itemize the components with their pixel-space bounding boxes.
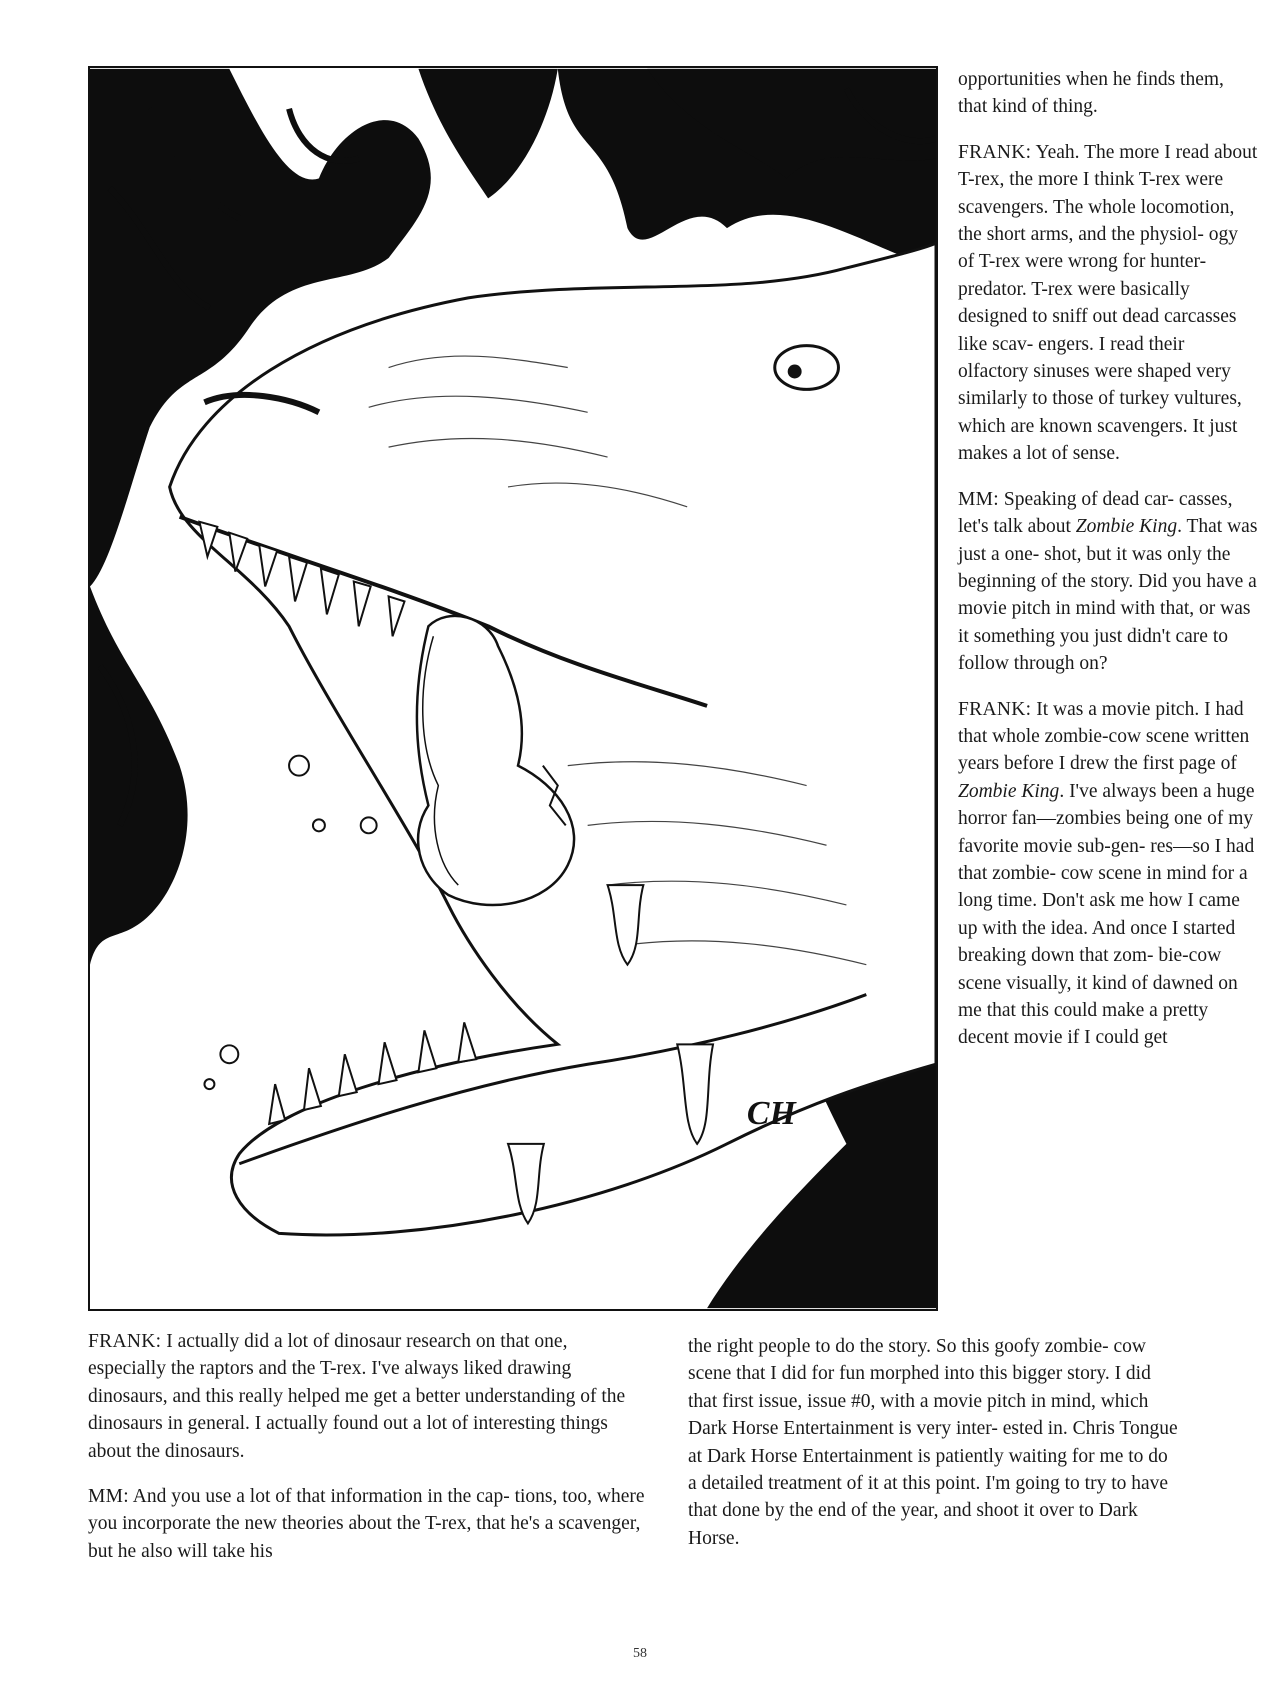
paragraph: the right people to do the story. So this goofy zombie- cow scene that I did for fun morphed into this bigger story. I did that first issue, issue #0, with a movie pitch in mind, which Dark Horse Entertainment is very inter- ested in. Chris Tongue at Dark Horse Entertainment is patiently waiting for me to do a detailed treatment of it at this point. I'm going to try to have that done by the end of the year, and shoot it over to Dark Horse. — [688, 1336, 1178, 1549]
right-bottom-column — [688, 1333, 1180, 1570]
speaker-label: FRANK: — [88, 1331, 162, 1352]
paragraph: FRANK: I actually did a lot of dinosaur research on that one, especially the raptors and the T-rex. I've always liked drawing dinosaurs, and this really helped me get a better understanding of the dinosaurs in general. I actually found out a lot of interesting things about the dinosaurs. — [88, 1331, 626, 1462]
speaker-label: FRANK: — [958, 141, 1032, 163]
speaker-label: MM: — [958, 488, 999, 510]
speaker-label: FRANK: — [958, 698, 1032, 720]
page-number: 58 — [633, 1646, 647, 1661]
book-title: Zombie King — [958, 780, 1060, 802]
t-rex-and-woman-icon — [90, 68, 936, 1309]
artist-signature: CH — [746, 1094, 796, 1132]
paragraph: opportunities when he finds them, that kind of thing. — [958, 69, 1224, 118]
speaker-label: MM: — [88, 1486, 129, 1508]
paragraph: MM: And you use a lot of that information in the cap- tions, too, where you incorporate the new theories about the T-rex, that he's a scavenger, but he also will take his — [88, 1486, 645, 1562]
dinosaur-illustration — [88, 66, 938, 1311]
right-column — [958, 66, 1258, 1070]
paragraph: FRANK: It was a movie pitch. I had that whole zombie-cow scene written years before I drew the first page of Zombie King. I've always been a huge horror fan—zombies being one of my favorite movie sub-gen- res—so I had that zombie- cow scene in mind for a long time. Don't ask me how I came up with the idea. And once I started breaking down that zom- bie-cow scene visually, it kind of dawned on me that this could make a pretty decent movie if I could get — [958, 698, 1255, 1049]
paragraph: FRANK: Yeah. The more I read about T-rex, the more I think T-rex were scavengers. The whole locomotion, the short arms, and the physiol- ogy of T-rex were wrong for hunter-predator. T-rex were basically designed to sniff out dead carcasses like scav- engers. I read their olfactory sinuses were shaped very similarly to those of turkey vultures, which are known scavengers. It just makes a lot of sense. — [958, 141, 1258, 465]
paragraph: MM: Speaking of dead car- casses, let's talk about Zombie King. That was just a one- shot, but it was only the beginning of the story. Did you have a movie pitch in mind with that, or was it something you just didn't care to follow through on? — [958, 488, 1258, 675]
left-bottom-column — [88, 1328, 648, 1583]
book-title: Zombie King — [1075, 516, 1178, 538]
